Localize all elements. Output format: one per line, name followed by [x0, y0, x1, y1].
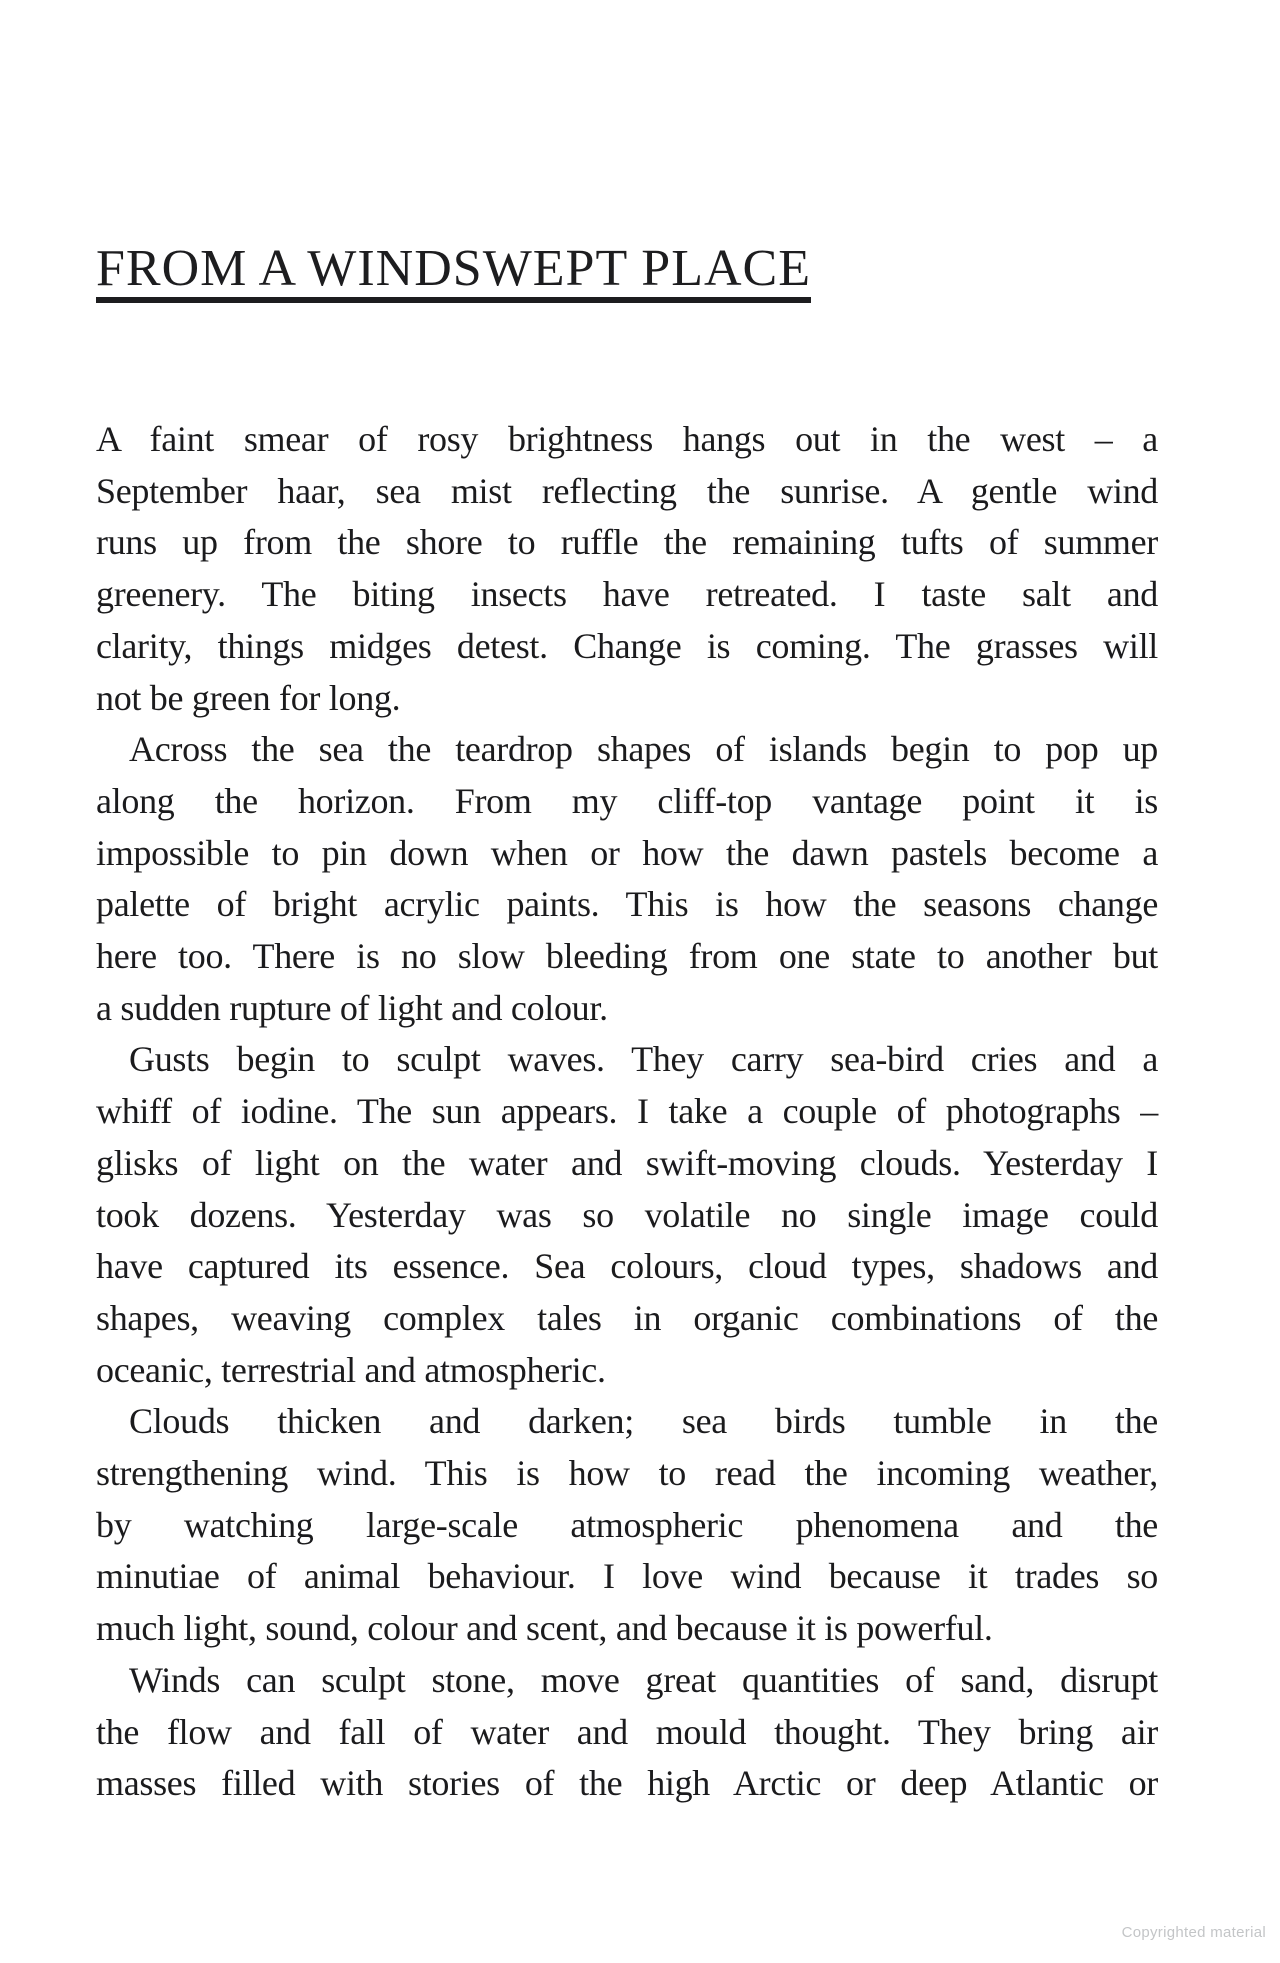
text-line: Across the sea the teardrop shapes of islands begin to pop up [129, 729, 1158, 770]
text-line: A faint smear of rosy brightness hangs out in the west – a [96, 419, 1158, 459]
text-line: runs up from the shore to ruffle the remaining tufts of summer [96, 522, 1158, 563]
text-line: masses filled with stories of the high Arctic or deep Atlantic or [96, 1763, 1158, 1804]
text-line: greenery. The biting insects have retreated. I taste salt and [96, 574, 1158, 615]
text-line: Clouds thicken and darken; sea birds tumble in the [129, 1401, 1158, 1442]
text-line: Winds can sculpt stone, move great quantities of sand, disrupt [129, 1659, 1158, 1700]
text-line: strengthening wind. This is how to read the incoming weather, [96, 1453, 1158, 1494]
text-line: minutiae of animal behaviour. I love wind because it trades so [96, 1556, 1158, 1597]
text-line: by watching large-scale atmospheric phenomena and the [96, 1504, 1158, 1545]
text-line: shapes, weaving complex tales in organic combinations of the [96, 1297, 1158, 1338]
text-line: much light, sound, colour and scent, and because it is powerful. [96, 1608, 993, 1649]
text-line: here too. There is no slow bleeding from one state to another but [96, 936, 1158, 977]
text-line: palette of bright acrylic paints. This is how the seasons change [96, 884, 1158, 925]
text-line: took dozens. Yesterday was so volatile no single image could [96, 1194, 1158, 1235]
text-line: along the horizon. From my cliff-top vantage point it is [96, 780, 1158, 821]
text-line: clarity, things midges detest. Change is coming. The grasses will [96, 625, 1158, 666]
copyright-watermark: Copyrighted material [1121, 1924, 1266, 1941]
text-line: whiff of iodine. The sun appears. I take a couple of photographs – [96, 1091, 1158, 1132]
chapter-title: FROM A WINDSWEPT PLACE [96, 242, 811, 303]
text-line: oceanic, terrestrial and atmospheric. [96, 1349, 606, 1390]
text-line: impossible to pin down when or how the dawn pastels become a [96, 832, 1158, 873]
text-line: glisks of light on the water and swift-moving clouds. Yesterday I [96, 1142, 1158, 1183]
text-line: the flow and fall of water and mould thought. They bring air [96, 1711, 1158, 1752]
body-text [96, 414, 1158, 1810]
text-line: Gusts begin to sculpt waves. They carry sea-bird cries and a [129, 1039, 1158, 1080]
text-line: have captured its essence. Sea colours, cloud types, shadows and [96, 1246, 1158, 1287]
text-line: September haar, sea mist reflecting the sunrise. A gentle wind [96, 470, 1158, 511]
text-line: not be green for long. [96, 677, 401, 718]
text-line: a sudden rupture of light and colour. [96, 987, 608, 1028]
